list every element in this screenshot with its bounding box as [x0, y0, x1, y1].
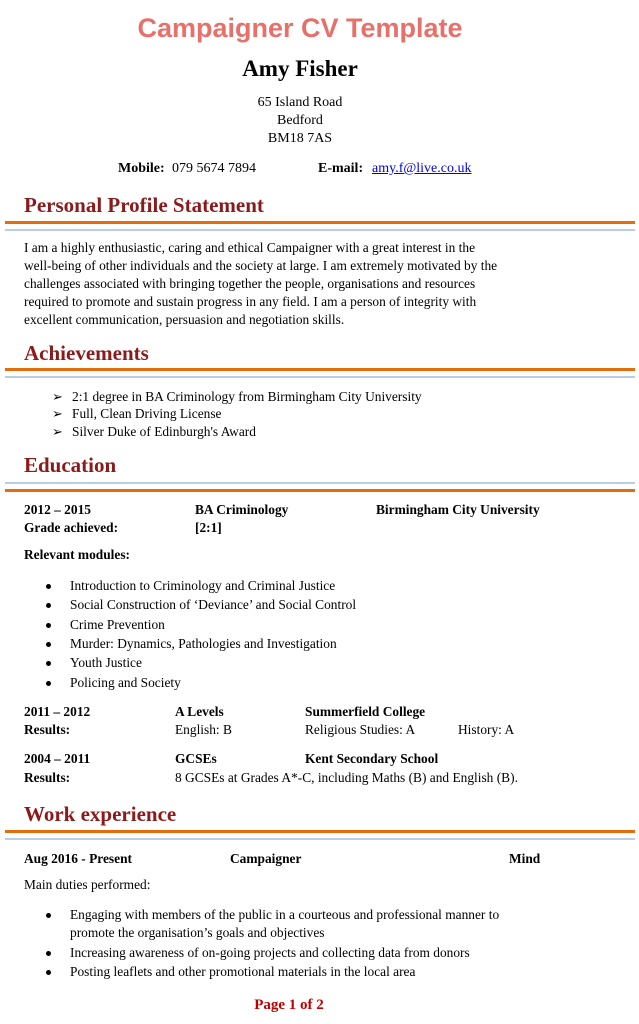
- module-item: Youth Justice: [70, 655, 142, 670]
- arrow-bullet-icon: ➢: [52, 406, 63, 421]
- email-link[interactable]: amy.f@live.co.uk: [372, 161, 472, 176]
- achievement-item: Silver Duke of Edinburgh's Award: [72, 424, 256, 439]
- profile-line: challenges associated with bringing together the people, organisations and resources: [24, 276, 476, 291]
- arrow-bullet-icon: ➢: [52, 389, 63, 404]
- module-item: Crime Prevention: [70, 617, 165, 632]
- duty-item: Increasing awareness of on-going projects and collecting data from donors: [70, 945, 470, 960]
- alevels-result: Religious Studies: A: [305, 722, 416, 737]
- profile-line: well-being of other individuals and the society at large. I am extremely motivated by the: [24, 258, 498, 273]
- bullet-icon: [46, 681, 51, 686]
- bullet-icon: [46, 623, 51, 628]
- education-heading: Education: [24, 453, 117, 477]
- mobile-label: Mobile:: [118, 161, 165, 176]
- address-line-2: Bedford: [277, 113, 323, 128]
- profile-heading: Personal Profile Statement: [24, 193, 264, 217]
- arrow-bullet-icon: ➢: [52, 424, 63, 439]
- achievement-item: 2:1 degree in BA Criminology from Birmingham City University: [72, 389, 422, 404]
- bullet-icon: [46, 642, 51, 647]
- duty-item: Engaging with members of the public in a courteous and professional manner to: [70, 907, 500, 922]
- degree-institution: Birmingham City University: [376, 502, 540, 517]
- gcse-results-label: Results:: [24, 770, 71, 785]
- document-title: Campaigner CV Template: [137, 13, 463, 43]
- alevels-course: A Levels: [175, 704, 224, 719]
- address-line-3: BM18 7AS: [267, 131, 333, 146]
- alevels-years: 2011 – 2012: [24, 704, 91, 719]
- duties-label: Main duties performed:: [24, 877, 151, 892]
- section-divider: [5, 368, 635, 378]
- profile-line: required to promote and sustain progress in any field. I am a person of integrity with: [24, 294, 477, 309]
- alevels-institution: Summerfield College: [305, 704, 426, 719]
- module-item: Social Construction of ‘Deviance’ and Social Control: [70, 597, 357, 612]
- grade-value: [2:1]: [195, 520, 222, 535]
- candidate-name: Amy Fisher: [242, 56, 358, 81]
- profile-line: I am a highly enthusiastic, caring and ethical Campaigner with a great interest in the: [24, 240, 476, 255]
- modules-label: Relevant modules:: [24, 547, 131, 562]
- section-divider: [5, 221, 635, 231]
- work-heading: Work experience: [24, 802, 177, 826]
- module-item: Murder: Dynamics, Pathologies and Investigation: [70, 636, 337, 651]
- gcse-result: 8 GCSEs at Grades A*-C, including Maths (B) and English (B).: [175, 770, 518, 785]
- gcse-course: GCSEs: [175, 751, 217, 766]
- profile-line: excellent communication, persuasion and negotiation skills.: [24, 312, 345, 327]
- alevels-result: English: B: [175, 722, 232, 737]
- page-number: Page 1 of 2: [254, 997, 324, 1013]
- duty-item-continued: promote the organisation’s goals and objectives: [70, 925, 325, 940]
- module-item: Introduction to Criminology and Criminal Justice: [70, 578, 336, 593]
- bullet-icon: [46, 603, 51, 608]
- bullet-icon: [46, 970, 51, 975]
- degree-years: 2012 – 2015: [24, 502, 91, 517]
- alevels-result: History: A: [458, 722, 515, 737]
- duty-item: Posting leaflets and other promotional materials in the local area: [70, 964, 416, 979]
- gcse-institution: Kent Secondary School: [305, 751, 439, 766]
- address-line-1: 65 Island Road: [257, 95, 343, 110]
- bullet-icon: [46, 951, 51, 956]
- bullet-icon: [46, 661, 51, 666]
- work-role: Campaigner: [230, 851, 302, 866]
- achievements-heading: Achievements: [24, 341, 149, 365]
- section-divider: [5, 482, 635, 492]
- section-divider: [5, 830, 635, 840]
- bullet-icon: [46, 913, 51, 918]
- email-label: E-mail:: [318, 161, 364, 176]
- work-employer: Mind: [509, 851, 541, 866]
- grade-label: Grade achieved:: [24, 520, 119, 535]
- mobile-number: 079 5674 7894: [172, 161, 256, 176]
- gcse-years: 2004 – 2011: [24, 751, 91, 766]
- module-item: Policing and Society: [70, 675, 181, 690]
- achievement-item: Full, Clean Driving License: [72, 406, 222, 421]
- work-date: Aug 2016 - Present: [24, 851, 132, 866]
- bullet-icon: [46, 584, 51, 589]
- alevels-results-label: Results:: [24, 722, 71, 737]
- degree-course: BA Criminology: [195, 502, 289, 517]
